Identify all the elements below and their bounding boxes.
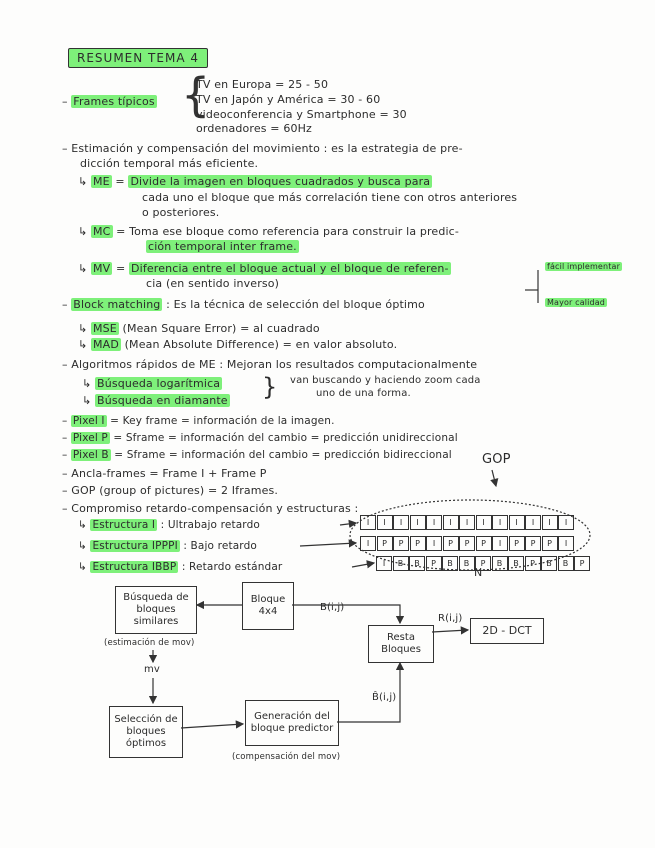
compromiso-text: Compromiso retardo-compensación y estructuras : [71, 502, 359, 515]
mv-text1: Diferencia entre el bloque actual y el bloque de referen- [131, 262, 449, 275]
frames-label: Frames típicos [73, 95, 155, 108]
gop-cell: I [492, 536, 508, 551]
mad-row: ↳ MAD (Mean Absolute Difference) = en valor absoluto. [78, 338, 398, 351]
algoritmos-item2: Búsqueda en diamante [97, 394, 228, 407]
gop-cell: P [574, 556, 590, 571]
gop-cell: P [509, 536, 525, 551]
estructura-ibbp-label: Estructura IBBP [92, 561, 177, 573]
gop-cell: I [410, 515, 426, 530]
gop-cell: P [542, 536, 558, 551]
gop-cell: I [558, 515, 574, 530]
me-line2: cada uno el bloque que más correlación tiene con otros anteriores [142, 191, 518, 204]
frames-item-4: ordenadores = 60Hz [196, 122, 312, 135]
block-matching-row: – Block matching : Es la técnica de selección del bloque óptimo [62, 298, 425, 311]
mad-label: MAD [93, 338, 119, 351]
algoritmos-note2: uno de una forma. [316, 388, 411, 399]
gop-cell: B [442, 556, 458, 571]
block-matching-note1: fácil implementar [547, 262, 621, 271]
estructura-ipppi-text: : Bajo retardo [183, 540, 257, 552]
pixel-p-row: – Pixel P = Sframe = información del cambio = predicción unidireccional [62, 432, 458, 444]
gop-cell: I [393, 515, 409, 530]
gop-cell: P [410, 536, 426, 551]
mv-label-diagram: mv [144, 664, 160, 675]
pixel-p-label: Pixel P [72, 432, 108, 444]
mc-text1: Toma ese bloque como referencia para construir la predic- [129, 225, 459, 238]
mv-label: MV [93, 262, 111, 275]
gop-cell: P [443, 536, 459, 551]
frames-item-2: TV en Japón y América = 30 - 60 [196, 93, 381, 106]
estimacion-line2: dicción temporal más eficiente. [80, 157, 259, 170]
gop-cell: I [558, 536, 574, 551]
mc-label: MC [93, 225, 111, 238]
gop-cell: P [426, 556, 442, 571]
gop-cell: B [393, 556, 409, 571]
gop-row: – GOP (group of pictures) = 2 Iframes. [62, 484, 279, 497]
gop-cell: I [360, 536, 376, 551]
estimacion-text1: Estimación y compensación del movimiento : es la estrategia de pre- [71, 142, 463, 155]
gop-cell: I [376, 556, 392, 571]
ancla-row: – Ancla-frames = Frame I + Frame P [62, 467, 267, 480]
page-title: RESUMEN TEMA 4 [68, 48, 208, 68]
pixel-b-row: – Pixel B = Sframe = información del cambio = predicción bidireccional [62, 449, 452, 461]
gop-cell: P [525, 536, 541, 551]
block-matching-label: Block matching [73, 298, 161, 311]
gop-cell: P [475, 556, 491, 571]
pixel-i-label: Pixel I [72, 415, 105, 427]
gop-cell: I [360, 515, 376, 530]
block-matching-note2: Mayor calidad [547, 298, 606, 307]
dct-box: 2D - DCT [470, 618, 544, 644]
estructura-ibbp-text: : Retardo estándar [181, 561, 283, 573]
block-matching-text: : Es la técnica de selección del bloque óptimo [166, 298, 425, 311]
gop-cell: I [542, 515, 558, 530]
mse-text: (Mean Square Error) = al cuadrado [122, 322, 320, 335]
mv-line1: ↳ MV = Diferencia entre el bloque actual y el bloque de referen- [78, 262, 449, 275]
estructura-i-text: : Ultrabajo retardo [160, 519, 260, 531]
pixel-p-text: = Sframe = información del cambio = predicción unidireccional [113, 432, 458, 444]
gop-cell: B [541, 556, 557, 571]
algoritmos-bracket: } [262, 373, 278, 401]
seleccion-box: Selección de bloques óptimos [109, 706, 183, 758]
gop-cell: I [377, 515, 393, 530]
pixel-i-text: = Key frame = información de la imagen. [110, 415, 335, 427]
mv-line2: cia (en sentido inverso) [146, 277, 280, 290]
mse-label: MSE [93, 322, 117, 335]
estructura-i-label: Estructura I [92, 519, 156, 531]
gop-cell: P [393, 536, 409, 551]
gop-cell: P [459, 536, 475, 551]
frames-brace: { [181, 68, 211, 122]
mc-line2: ción temporal inter frame. [148, 240, 297, 253]
mad-text: (Mean Absolute Difference) = en valor absoluto. [124, 338, 398, 351]
me-line3: o posteriores. [142, 206, 220, 219]
rij-label: R(i,j) [438, 613, 463, 624]
gop-cell: P [476, 536, 492, 551]
algoritmos-note1: van buscando y haciendo zoom cada [290, 375, 481, 386]
pixel-b-label: Pixel B [72, 449, 109, 461]
gop-cell: I [525, 515, 541, 530]
pixel-b-text: = Sframe = información del cambio = predicción bidireccional [114, 449, 452, 461]
n-label: N [474, 566, 483, 579]
gop-cell: B [508, 556, 524, 571]
bij-label: B(i,j) [320, 602, 345, 613]
algoritmos-item1-row: ↳ Búsqueda logarítmica [82, 377, 221, 390]
gop-cell: I [476, 515, 492, 530]
mse-row: ↳ MSE (Mean Square Error) = al cuadrado [78, 322, 320, 335]
algoritmos-text: Algoritmos rápidos de ME : Mejoran los resultados computacionalmente [71, 358, 478, 371]
algoritmos-item1: Búsqueda logarítmica [97, 377, 221, 390]
gop-cell: I [443, 515, 459, 530]
estimacion-line1: – Estimación y compensación del movimiento : es la estrategia de pre- [62, 142, 463, 155]
gop-cell: B [558, 556, 574, 571]
ancla-text: Ancla-frames = Frame I + Frame P [71, 467, 267, 480]
gop-cell: I [459, 515, 475, 530]
frames-item-3: videoconferencia y Smartphone = 30 [196, 108, 407, 121]
resta-box: Resta Bloques [368, 625, 434, 663]
gop-cell: I [426, 536, 442, 551]
estimacion-caption: (estimación de mov) [104, 638, 195, 648]
busqueda-box: Búsqueda de bloques similares [115, 586, 197, 634]
estructura-i-row: ↳ Estructura I : Ultrabajo retardo [78, 519, 260, 531]
estructura-ipppi-label: Estructura IPPPI [92, 540, 178, 552]
compensacion-caption: (compensación del mov) [232, 752, 341, 762]
algoritmos-row: – Algoritmos rápidos de ME : Mejoran los resultados computacionalmente [62, 358, 478, 371]
gop-text: GOP (group of pictures) = 2 Iframes. [71, 484, 279, 497]
gop-cell: P [377, 536, 393, 551]
gop-cell: P [525, 556, 541, 571]
bhat-label: B̂(i,j) [372, 692, 397, 703]
gop-cell: I [509, 515, 525, 530]
me-text1: Divide la imagen en bloques cuadrados y busca para [130, 175, 431, 188]
mc-line1: ↳ MC = Toma ese bloque como referencia para construir la predic- [78, 225, 459, 238]
me-line1: ↳ ME = Divide la imagen en bloques cuadrados y busca para [78, 175, 431, 188]
estructura-ipppi-row: ↳ Estructura IPPPI : Bajo retardo [78, 540, 257, 552]
me-label: ME [93, 175, 110, 188]
frames-label-row: – Frames típicos [62, 95, 155, 108]
gop-cell: B [459, 556, 475, 571]
bloque-box: Bloque 4x4 [242, 582, 294, 630]
gop-cell: B [492, 556, 508, 571]
frames-item-1: TV en Europa = 25 - 50 [196, 78, 329, 91]
gop-cell: B [409, 556, 425, 571]
gop-cell: I [426, 515, 442, 530]
generacion-box: Generación del bloque predictor [245, 700, 339, 746]
algoritmos-item2-row: ↳ Búsqueda en diamante [82, 394, 228, 407]
estructura-ibbp-row: ↳ Estructura IBBP : Retardo estándar [78, 561, 283, 573]
gop-label: GOP [482, 452, 511, 467]
compromiso-row: – Compromiso retardo-compensación y estructuras : [62, 502, 359, 515]
pixel-i-row: – Pixel I = Key frame = información de la imagen. [62, 415, 335, 427]
gop-cell: I [492, 515, 508, 530]
